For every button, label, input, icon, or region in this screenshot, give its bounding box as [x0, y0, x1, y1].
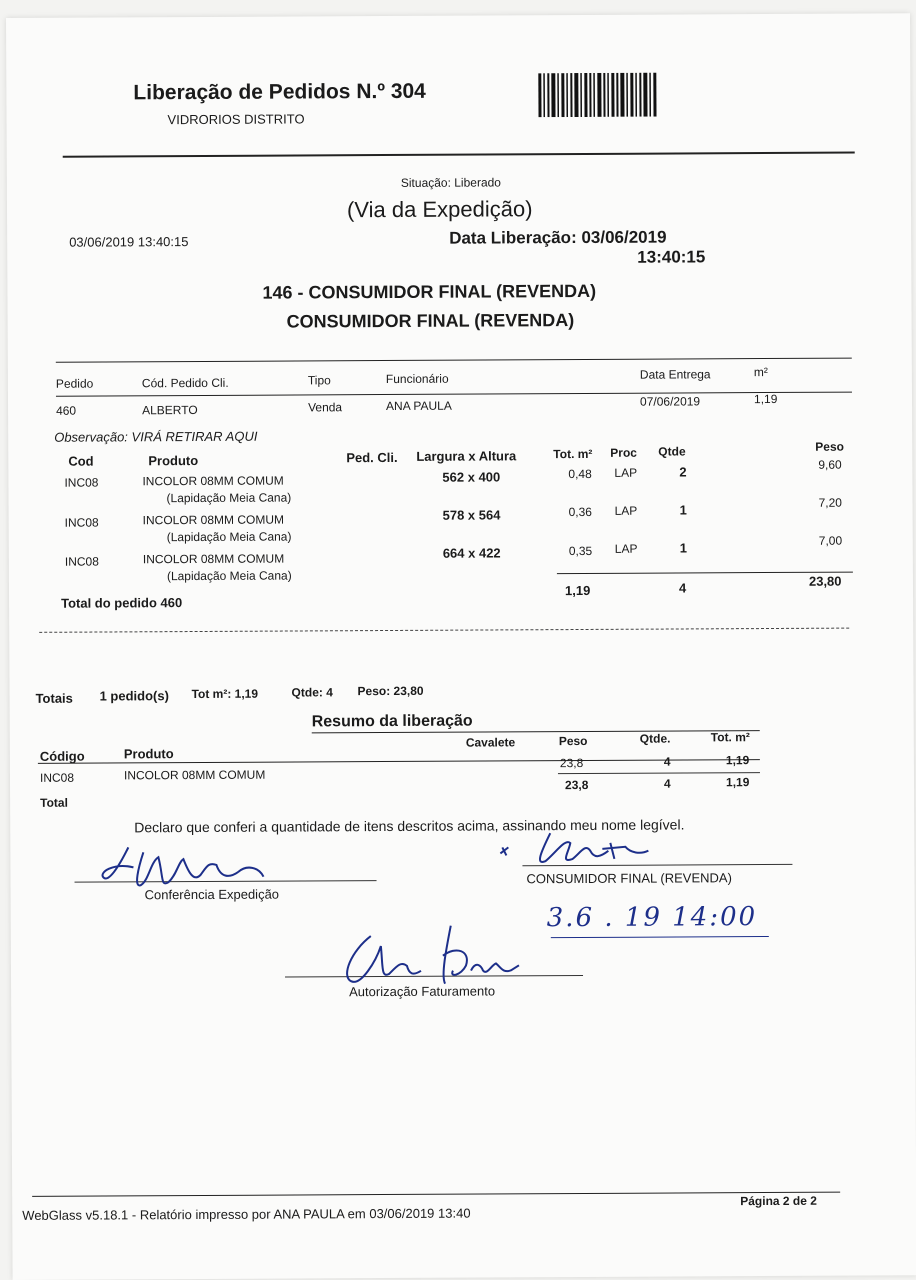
col-funcionario: Funcionário [385, 371, 449, 387]
item-qtde: 2 [679, 464, 687, 480]
footer-page-number: Página 2 de 2 [740, 1193, 817, 1209]
declaration-text: Declaro que conferi a quantidade de itens descritos acima, assinando meu nome legível. [134, 816, 685, 836]
footer-rule [32, 1192, 840, 1197]
summary-col-produto: Produto [123, 746, 174, 762]
item-dims: 562 x 400 [442, 469, 501, 485]
order-header-rule [56, 392, 852, 397]
item-produto: INCOLOR 08MM COMUM [142, 512, 285, 528]
totals-orders: 1 pedido(s) [99, 688, 169, 704]
item-tot-m2: 0,48 [568, 466, 592, 482]
items-col-tot-m2: Tot. m² [553, 446, 593, 462]
summary-title: Resumo da liberação [311, 712, 473, 731]
client-order-code: ALBERTO [142, 403, 198, 418]
item-tot-m2: 0,35 [568, 543, 593, 559]
summary-produto: INCOLOR 08MM COMUM [123, 767, 266, 783]
col-m2: m² [753, 365, 768, 380]
item-proc: LAP [614, 465, 638, 480]
signature-label-autorizacao: Autorização Faturamento [349, 983, 496, 1000]
signature-conferencia-icon [88, 837, 288, 898]
summary-col-cavalete: Cavalete [465, 735, 516, 750]
item-dims: 664 x 422 [442, 545, 501, 561]
header-divider [63, 152, 855, 158]
summary-total-qtde: 4 [663, 776, 671, 791]
summary-total-tot-m2: 1,19 [725, 775, 750, 790]
item-peso: 7,20 [818, 495, 842, 510]
item-peso: 9,60 [818, 457, 842, 472]
summary-peso: 23,8 [559, 755, 584, 771]
item-proc: LAP [614, 541, 638, 556]
col-data-entrega: Data Entrega [639, 367, 711, 382]
summary-col-codigo: Código [39, 748, 85, 764]
printed-datetime: 03/06/2019 13:40:15 [69, 234, 189, 250]
items-col-peso: Peso [815, 439, 844, 454]
printed-report-page [6, 13, 916, 1280]
col-pedido: Pedido [55, 376, 94, 391]
items-col-produto: Produto [148, 453, 199, 469]
items-col-ped-cli: Ped. Cli. [346, 449, 398, 466]
order-m2: 1,19 [753, 391, 778, 407]
signature-label-cliente: CONSUMIDOR FINAL (REVENDA) [526, 870, 732, 887]
copy-type: (Via da Expedição) [346, 196, 533, 223]
order-total-peso: 23,80 [808, 573, 842, 589]
item-detalhe: (Lapidação Meia Cana) [166, 529, 292, 545]
items-col-cod: Cod [68, 453, 94, 469]
report-title: Liberação de Pedidos N.º 304 [133, 79, 426, 105]
order-table-top-rule [56, 358, 852, 363]
item-produto: INCOLOR 08MM COMUM [142, 551, 285, 567]
col-tipo: Tipo [307, 373, 331, 388]
col-cod-pedido-cli: Cód. Pedido Cli. [141, 375, 229, 391]
totals-peso: Peso: 23,80 [357, 683, 424, 699]
item-proc: LAP [614, 503, 638, 518]
employee-name: ANA PAULA [386, 398, 452, 414]
item-cod: INC08 [64, 554, 99, 569]
item-qtde: 1 [679, 502, 687, 518]
release-date: Data Liberação: 03/06/2019 [449, 227, 667, 248]
order-type: Venda [308, 400, 343, 415]
totals-qtde: Qtde: 4 [291, 685, 333, 700]
signature-cliente-icon [490, 822, 690, 871]
client-name-secondary: CONSUMIDOR FINAL (REVENDA) [286, 310, 575, 332]
summary-col-tot-m2: Tot. m² [710, 730, 750, 745]
item-peso: 7,00 [818, 533, 843, 548]
order-total-label: Total do pedido 460 [61, 595, 183, 611]
observation: Observação: VIRÁ RETIRAR AQUI [54, 428, 258, 445]
summary-col-qtde: Qtde. [639, 731, 671, 746]
summary-total-rule [558, 772, 760, 774]
release-time: 13:40:15 [637, 247, 706, 267]
items-col-qtde: Qtde [658, 444, 686, 459]
delivery-date: 07/06/2019 [639, 394, 701, 409]
order-total-qtde: 4 [678, 580, 687, 596]
status-text: Situação: Liberado [400, 175, 501, 190]
summary-total-peso: 23,8 [564, 777, 589, 793]
item-tot-m2: 0,36 [568, 504, 592, 520]
handwritten-date-underline [551, 936, 769, 938]
item-detalhe: (Lapidação Meia Cana) [166, 568, 292, 584]
item-dims: 578 x 564 [442, 507, 501, 523]
signature-autorizacao-icon [331, 915, 541, 1006]
totals-m2: Tot m²: 1,19 [191, 686, 259, 702]
summary-col-peso: Peso [558, 733, 588, 749]
order-total-m2: 1,19 [564, 582, 591, 599]
footer-printed-by: WebGlass v5.18.1 - Relatório impresso por ANA PAULA em 03/06/2019 13:40 [22, 1205, 471, 1223]
handwritten-date: 3.6 . 19 14:00 [546, 902, 758, 934]
company-name: VIDRORIOS DISTRITO [167, 111, 305, 128]
item-cod: INC08 [64, 475, 99, 490]
item-cod: INC08 [64, 515, 99, 530]
barcode-icon [536, 73, 658, 118]
item-produto: INCOLOR 08MM COMUM [142, 473, 284, 489]
totals-label: Totais [35, 690, 73, 706]
order-number: 460 [56, 403, 77, 418]
items-col-largura-altura: Largura x Altura [416, 448, 517, 464]
items-col-proc: Proc [610, 445, 638, 460]
summary-codigo: INC08 [39, 770, 75, 785]
summary-tot-m2: 1,19 [725, 753, 750, 768]
signature-label-conferencia: Conferência Expedição [144, 886, 280, 903]
item-qtde: 1 [679, 540, 688, 556]
section-divider [39, 628, 849, 633]
summary-qtde: 4 [663, 754, 671, 769]
summary-total-label: Total [40, 795, 68, 810]
item-detalhe: (Lapidação Meia Cana) [166, 490, 292, 506]
client-name: 146 - CONSUMIDOR FINAL (REVENDA) [262, 280, 597, 303]
